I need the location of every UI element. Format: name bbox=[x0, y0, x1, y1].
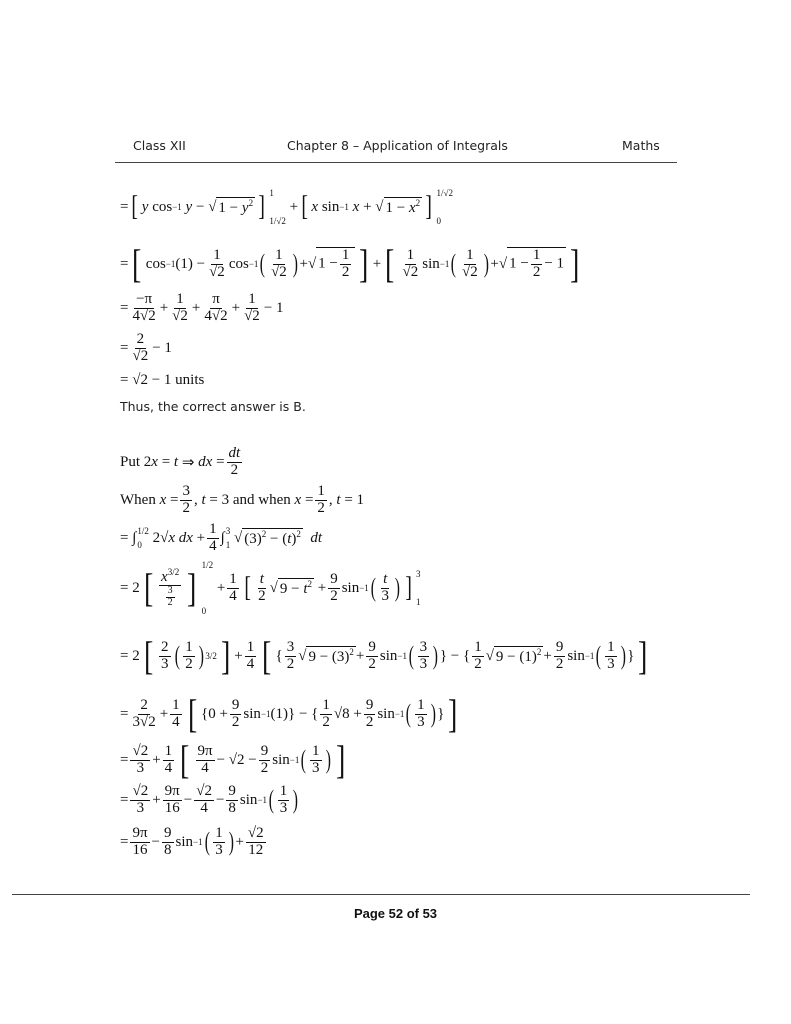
integral-line: = ∫ 1/2 0 2√ x dx + $\frac{1}{4}$ ∫ 3 1 √ $(3)^2 - (t)^2$ dt bbox=[120, 521, 323, 554]
simplify-line-3: = $\frac{√2}{3}$ + $\frac{9\pi}{16}$ − $\frac{√2}{4}$ − $\frac{9}{8}$ sin −1 ( $\frac{1}{3}$ ) bbox=[120, 783, 299, 816]
substituted-limits-line: = 2 [ $\frac{2}{3}$ ( $\frac{1}{2}$ ) 3/2 ] + $\frac{1}{4}$ [ { $\frac{3}{2}$ √ $9 - (3)^2$ + $\frac{9}{2}$ sin −1 ( $\frac{3}{3}$ ) } − { $\frac{1}{2}$ √ $9 - (1)^2$ + $\frac{9}{2}$ sin −1 ( $\frac{1}{3}$ ) } ] bbox=[120, 633, 648, 678]
header-subject: Maths bbox=[622, 138, 660, 153]
equation-line-4: = $\frac{2}{√2}$ − 1 bbox=[120, 331, 172, 364]
final-answer-line: = $\frac{9\pi}{16}$ − $\frac{9}{8}$ sin −1 ( $\frac{1}{3}$ ) + $\frac{√2}{12}$ bbox=[120, 825, 264, 858]
simplify-line-1: = $\frac{2}{3√2}$ + $\frac{1}{4}$ [ {0 + $\frac{9}{2}$ sin −1 (1)} − { $\frac{1}{2}$ √8 + $\frac{9}{2}$ sin −1 ( $\frac{1}{3}$ ) } ] bbox=[120, 691, 458, 736]
substitution-line: Put 2 x = t ⇒ dx = $\frac{dt}{2}$ bbox=[120, 445, 241, 478]
page-number: Page 52 of 53 bbox=[353, 906, 438, 921]
header-class: Class XII bbox=[133, 138, 186, 153]
equation-line-1: = [ y cos −1 y − √ $1 - y^2$ ] 1 1/√2 + [ x sin −1 x + √ $1 - x^2$ ] 1/√2 0 bbox=[120, 188, 453, 226]
header-divider bbox=[115, 162, 677, 163]
limits-line: When x = $\frac{3}{2}$ , t = 3 and when x = $\frac{1}{2}$ , t = 1 bbox=[120, 483, 365, 516]
header-chapter: Chapter 8 – Application of Integrals bbox=[287, 138, 508, 153]
antiderivative-line: = 2 [ $\frac{x^{3/2}}{\frac{3}{2}}$ ] 1/2 0 + $\frac{1}{4}$ [ $\frac{t}{2}$ √ $9 - t^2$ + $\frac{9}{2}$ sin −1 ( $\frac{t}{3}$ ) ] 3 1 bbox=[120, 560, 421, 616]
equation-line-2: = [ cos −1 (1) − $\frac{1}{√2}$ cos −1 ( $\frac{1}{√2}$ ) + √ 1 − $\frac{1}{2}$ ] + [ $\frac{1}{√2}$ sin −1 ( $\frac{1}{√2}$ ) + √ 1 − $\frac{1}{2}$ − 1 ] bbox=[120, 241, 580, 286]
conclusion-text: Thus, the correct answer is B. bbox=[120, 399, 306, 414]
simplify-line-2: = $\frac{√2}{3}$ + $\frac{1}{4}$ [ $\frac{9\pi}{4}$ − √2 − $\frac{9}{2}$ sin −1 ( $\frac{1}{3}$ ) ] bbox=[120, 737, 346, 782]
footer-divider bbox=[12, 894, 750, 895]
equation-line-5: = √2 − 1 units bbox=[120, 372, 205, 388]
equation-line-3: = $\frac{-\pi}{4√2}$ + $\frac{1}{√2}$ + $\frac{\pi}{4√2}$ + $\frac{1}{√2}$ − 1 bbox=[120, 291, 284, 324]
